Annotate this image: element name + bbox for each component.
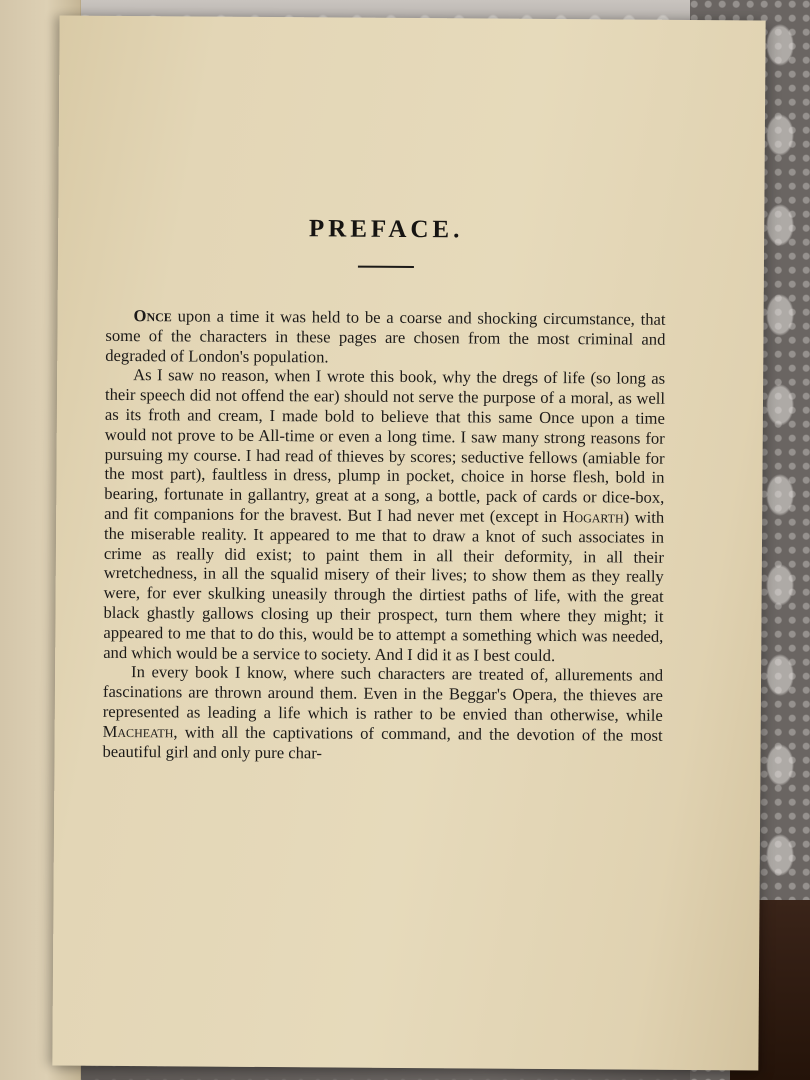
title-rule	[358, 266, 414, 268]
paragraph-3-name: Macheath	[102, 721, 174, 742]
paragraph-3-text-before: In every book I know, where such characters are treated of, allurements and fascinations are thrown around them. Even in the Beggar's Opera, the thieves are represented as leading a life which is rather to be envied than otherwise, while	[102, 662, 664, 725]
paragraph-2-text-before: As I saw no reason, when I wrote this book, why the dregs of life (so long as their speech did not offend the ear) should not serve the purpose of a moral, as well as its froth and cream, I made bold to believe that this same Once upon a time would not prove to be All-time or even a long time. I saw many strong reasons for pursuing my course. I had read of thieves by scores; seductive fellows (amiable for the most part), faultless in dress, plump in pocket, choice in horse flesh, bold in bearing, fortunate in gallantry, great at a song, a bottle, pack of cards or dice-box, and fit companions for the bravest. But I had never met (except in	[104, 365, 666, 527]
paragraph-1-lead: Once	[133, 306, 172, 326]
paragraph-1	[105, 306, 665, 369]
paragraph-3	[102, 662, 663, 765]
page-title: PREFACE.	[308, 215, 464, 244]
paragraph-2	[103, 365, 665, 666]
paragraph-2-text-after: ) with the miserable reality. It appeared to me that to draw a knot of such associates in crime as really did exist; to paint them in all their deformity, in all their wretchedness, in all the squalid misery of their lives; to show them as they really were, for ever skulking uneasily through the dirtiest paths of life, with the great black ghastly gallows closing up their prospect, turn them where they might; it appeared to me that to do this, would be to attempt a something which was needed, and which would be a service to society. And I did it as I best could.	[103, 507, 665, 665]
paragraph-3-text-after: , with all the captivations of command, and the devotion of the most beautiful girl and only pure char-	[102, 722, 663, 762]
preface-body	[102, 306, 665, 765]
paragraph-2-name: Hogarth	[562, 507, 624, 527]
book-page	[52, 16, 765, 1071]
paragraph-1-text: upon a time it was held to be a coarse and shocking circumstance, that some of the characters in these pages are chosen from the most criminal and degraded of London's population.	[105, 306, 666, 367]
page-content	[102, 214, 666, 765]
